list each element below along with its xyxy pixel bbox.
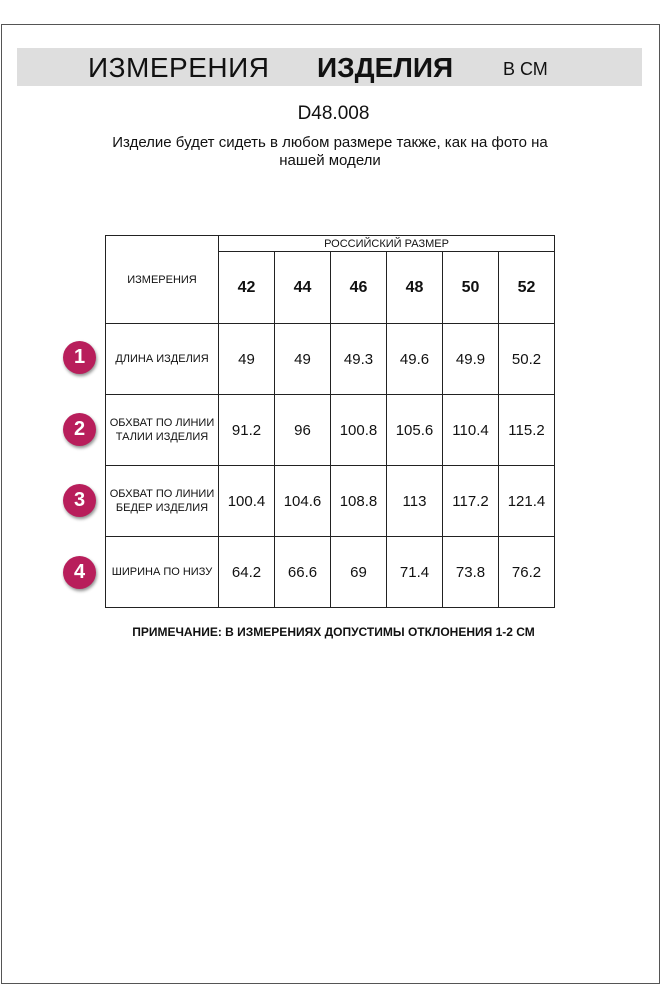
value-cell: 96 (275, 395, 331, 466)
value-cell: 64.2 (219, 537, 275, 608)
row-label: ОБХВАТ ПО ЛИНИИ БЕДЕР ИЗДЕЛИЯ (106, 466, 219, 537)
fit-description: Изделие будет сидеть в любом размере также, как на фото на нашей модели (112, 134, 548, 169)
value-cell: 121.4 (499, 466, 555, 537)
size-table (105, 235, 555, 608)
size-header-cell: 48 (387, 252, 443, 324)
value-cell: 66.6 (275, 537, 331, 608)
title-product: ИЗДЕЛИЯ (317, 52, 454, 83)
value-cell: 76.2 (499, 537, 555, 608)
value-cell: 117.2 (443, 466, 499, 537)
size-header-cell: 44 (275, 252, 331, 324)
value-cell: 49.3 (331, 324, 387, 395)
value-cell: 108.8 (331, 466, 387, 537)
row-label: ДЛИНА ИЗДЕЛИЯ (106, 324, 219, 395)
value-cell: 49.6 (387, 324, 443, 395)
table-row (106, 537, 555, 608)
value-cell: 49.9 (443, 324, 499, 395)
row-label: ОБХВАТ ПО ЛИНИИ ТАЛИИ ИЗДЕЛИЯ (106, 395, 219, 466)
title-measurements: ИЗМЕРЕНИЯ (88, 52, 270, 83)
value-cell: 49 (275, 324, 331, 395)
row-number-badge-3: 3 (63, 484, 96, 517)
value-cell: 50.2 (499, 324, 555, 395)
size-header-cell: 52 (499, 252, 555, 324)
value-cell: 110.4 (443, 395, 499, 466)
value-cell: 105.6 (387, 395, 443, 466)
title-banner (17, 48, 642, 86)
size-header-cell: 46 (331, 252, 387, 324)
value-cell: 104.6 (275, 466, 331, 537)
russian-size-header: РОССИЙСКИЙ РАЗМЕР (219, 236, 555, 252)
value-cell: 113 (387, 466, 443, 537)
table-row (106, 466, 555, 537)
tolerance-note: ПРИМЕЧАНИЕ: В ИЗМЕРЕНИЯХ ДОПУСТИМЫ ОТКЛОНЕНИЯ 1-2 СМ (132, 625, 535, 639)
table-row (106, 395, 555, 466)
size-header-cell: 50 (443, 252, 499, 324)
table-row (106, 324, 555, 395)
product-code: D48.008 (297, 103, 370, 124)
title-unit: В СМ (503, 59, 548, 79)
value-cell: 100.8 (331, 395, 387, 466)
row-number-badge-4: 4 (63, 556, 96, 589)
size-header-cell: 42 (219, 252, 275, 324)
value-cell: 100.4 (219, 466, 275, 537)
value-cell: 71.4 (387, 537, 443, 608)
value-cell: 49 (219, 324, 275, 395)
measurements-header: ИЗМЕРЕНИЯ (106, 236, 219, 324)
row-label: ШИРИНА ПО НИЗУ (106, 537, 219, 608)
value-cell: 69 (331, 537, 387, 608)
value-cell: 115.2 (499, 395, 555, 466)
row-number-badge-1: 1 (63, 341, 96, 374)
row-number-badge-2: 2 (63, 413, 96, 446)
value-cell: 91.2 (219, 395, 275, 466)
value-cell: 73.8 (443, 537, 499, 608)
